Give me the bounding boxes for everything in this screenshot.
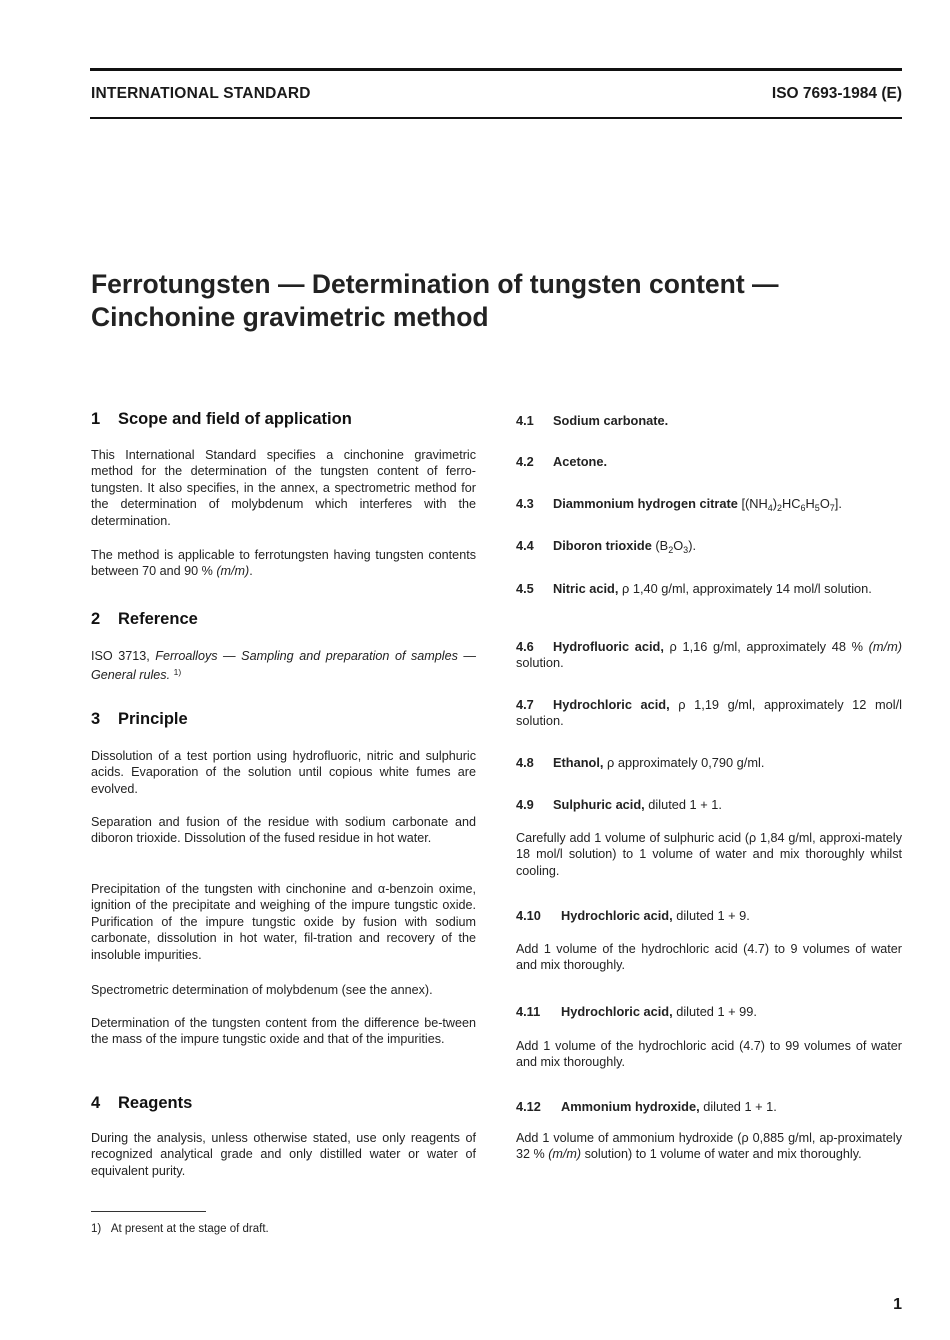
reference-code: ISO 3713, <box>91 649 156 663</box>
item-number: 4.8 <box>516 755 534 770</box>
section-scope <box>91 410 476 429</box>
item-name: Hydrochloric acid, <box>553 697 670 712</box>
item-number: 4.5 <box>516 581 534 596</box>
section-number: 2 <box>91 610 101 628</box>
formula-part: O <box>819 496 830 511</box>
standard-number: ISO 7693-1984 (E) <box>771 85 902 102</box>
section-title: Reference <box>118 610 198 628</box>
item-spec: ρ 1,40 g/ml, approximately 14 mol/l solution. <box>622 581 872 596</box>
reagent-item <box>516 755 902 771</box>
item-number: 4.12 <box>516 1099 541 1114</box>
mass-fraction-unit: (m/m) <box>548 1147 582 1162</box>
principle-paragraph-1: Dissolution of a test portion using hydrofluoric, nitric and sulphuric acids. Evaporation of the solution until copious white fumes are evolved. <box>91 749 476 796</box>
reagent-description <box>516 1130 902 1163</box>
reagent-item <box>516 496 902 512</box>
item-name: Hydrofluoric acid, <box>553 639 664 654</box>
reagent-description: Add 1 volume of the hydrochloric acid (4.7) to 9 volumes of water and mix thoroughly. <box>516 942 902 973</box>
item-number: 4.4 <box>516 538 534 553</box>
item-spec: ρ approximately 0,790 g/ml. <box>607 755 765 770</box>
section-heading <box>91 710 476 729</box>
section-heading <box>91 410 476 429</box>
item-name: Ammonium hydroxide, <box>561 1099 700 1114</box>
footnote-rule <box>91 1211 206 1212</box>
reagent-item <box>516 538 902 554</box>
description-text-end: solution) to 1 volume of water and mix thoroughly. <box>581 1147 862 1162</box>
reference-paragraph <box>91 648 476 684</box>
item-name: Ethanol, <box>553 755 604 770</box>
footnote-marker: 1) <box>173 667 182 678</box>
reagent-item <box>516 413 902 429</box>
item-name: Sodium carbonate. <box>553 413 669 428</box>
scope-paragraph-2 <box>91 547 476 580</box>
item-spec: ρ 1,16 g/ml, approximately 48 % <box>669 639 869 654</box>
section-heading <box>91 610 476 629</box>
reagent-item <box>516 454 902 470</box>
left-column <box>91 410 476 1210</box>
chemical-formula <box>741 496 841 511</box>
formula-subscript: 2 <box>777 503 783 513</box>
footnote-text: At present at the stage of draft. <box>110 1223 269 1235</box>
page-number: 1 <box>893 1296 902 1313</box>
reagent-item <box>516 1004 902 1020</box>
reagent-item <box>516 797 902 813</box>
principle-paragraph-5: Determination of the tungsten content from the difference be-tween the mass of the impure tungstic oxide and that of the impurities. <box>91 1016 476 1047</box>
item-number: 4.11 <box>516 1004 541 1019</box>
reagent-description: Add 1 volume of the hydrochloric acid (4.7) to 99 volumes of water and mix thoroughly. <box>516 1039 902 1070</box>
section-number: 3 <box>91 710 101 728</box>
section-reference <box>91 610 476 629</box>
reagent-item <box>516 908 902 924</box>
reagent-item <box>516 697 902 730</box>
footnote <box>91 1223 269 1235</box>
header-bottom-rule <box>90 117 902 119</box>
reagent-item <box>516 1099 902 1115</box>
formula-subscript: 2 <box>668 545 674 555</box>
section-title: Reagents <box>118 1094 193 1112</box>
formula-subscript: 4 <box>767 503 773 513</box>
item-spec: diluted 1 + 9. <box>676 908 750 923</box>
item-name: Nitric acid, <box>553 581 619 596</box>
item-number: 4.1 <box>516 413 534 428</box>
document-title <box>91 268 891 334</box>
item-spec: diluted 1 + 1. <box>703 1099 777 1114</box>
title-line-1: Ferrotungsten — Determination of tungsten content — <box>91 269 779 299</box>
section-number: 1 <box>91 410 101 428</box>
formula-part: O <box>673 538 684 553</box>
reagent-item <box>516 639 902 672</box>
formula-subscript: 6 <box>800 503 806 513</box>
item-name: Hydrochloric acid, <box>561 1004 673 1019</box>
item-name: Diammonium hydrogen citrate <box>553 496 738 511</box>
reagent-item <box>516 581 902 597</box>
scope-p2-text: The method is applicable to ferrotungsten having tungsten contents between 70 and 90 % <box>91 548 476 579</box>
item-spec: diluted 1 + 1. <box>648 797 722 812</box>
reference-title: Ferroalloys — Sampling and preparation of samples — General rules. <box>91 649 476 683</box>
formula-part: HC <box>782 496 801 511</box>
principle-paragraph-2: Separation and fusion of the residue with sodium carbonate and diboron trioxide. Dissolution of the fused residue in hot water. <box>91 815 476 846</box>
right-column <box>516 410 902 1210</box>
chemical-formula <box>655 538 696 553</box>
title-line-2: Cinchonine gravimetric method <box>91 302 489 332</box>
section-number: 4 <box>91 1094 101 1112</box>
item-number: 4.3 <box>516 496 534 511</box>
item-spec: ρ 1,19 g/ml, approximately 12 mol/l solution. <box>516 697 903 729</box>
standard-type-label: INTERNATIONAL STANDARD <box>91 85 311 102</box>
formula-subscript: 7 <box>829 503 835 513</box>
mass-fraction-unit: (m/m) <box>216 564 250 579</box>
formula-subscript: 5 <box>814 503 820 513</box>
reagent-description: Carefully add 1 volume of sulphuric acid (ρ 1,84 g/ml, approxi-mately 18 mol/l solution) to 1 volume of water and mix thoroughly whilst cooling. <box>516 831 902 878</box>
description-text: Add 1 volume of ammonium hydroxide (ρ 0,885 g/ml, ap-proximately 32 % <box>516 1131 902 1162</box>
mass-fraction-unit: (m/m) <box>868 639 903 654</box>
item-name: Sulphuric acid, <box>553 797 645 812</box>
reagents-paragraph: During the analysis, unless otherwise stated, use only reagents of recognized analytical grade and only distilled water or water of equivalent purity. <box>91 1131 476 1178</box>
scope-p2-end: . <box>249 564 253 579</box>
item-number: 4.6 <box>516 639 534 654</box>
footnote-marker: 1) <box>91 1223 102 1235</box>
header-top-rule <box>90 68 902 71</box>
section-heading <box>91 1094 476 1113</box>
section-title: Scope and field of application <box>118 410 352 428</box>
scope-paragraph-1: This International Standard specifies a cinchonine gravimetric method for the determination of the tungsten content of ferro-tungsten. It also specifies, in the annex, a spectrometric method for the determination of molybdenum which interferes with the determination. <box>91 448 476 528</box>
item-spec-end: solution. <box>516 655 564 671</box>
principle-paragraph-3: Precipitation of the tungsten with cinchonine and α-benzoin oxime, ignition of the precipitate and weighing of the impure tungstic oxide. Purification of the impure tungstic oxide by fusion with sodium carbonate, dissolution in hot water, fil-tration and recovery of the insoluble impurities. <box>91 882 476 962</box>
item-name: Diboron trioxide <box>553 538 652 553</box>
item-name: Acetone. <box>553 454 608 469</box>
item-spec: diluted 1 + 99. <box>676 1004 757 1019</box>
formula-subscript: 3 <box>683 545 689 555</box>
section-title: Principle <box>118 710 188 728</box>
formula-part: ]. <box>834 496 842 511</box>
item-number: 4.2 <box>516 454 534 469</box>
principle-paragraph-4: Spectrometric determination of molybdenum (see the annex). <box>91 983 433 997</box>
section-reagents <box>91 1094 476 1113</box>
section-principle <box>91 710 476 729</box>
formula-part: (B <box>655 538 669 553</box>
formula-part: ) <box>772 496 778 511</box>
item-name: Hydrochloric acid, <box>561 908 673 923</box>
item-number: 4.7 <box>516 697 534 712</box>
item-number: 4.10 <box>516 908 541 923</box>
formula-part: ). <box>688 538 697 553</box>
formula-part: [(NH <box>741 496 768 511</box>
formula-part: H <box>805 496 815 511</box>
item-number: 4.9 <box>516 797 534 812</box>
